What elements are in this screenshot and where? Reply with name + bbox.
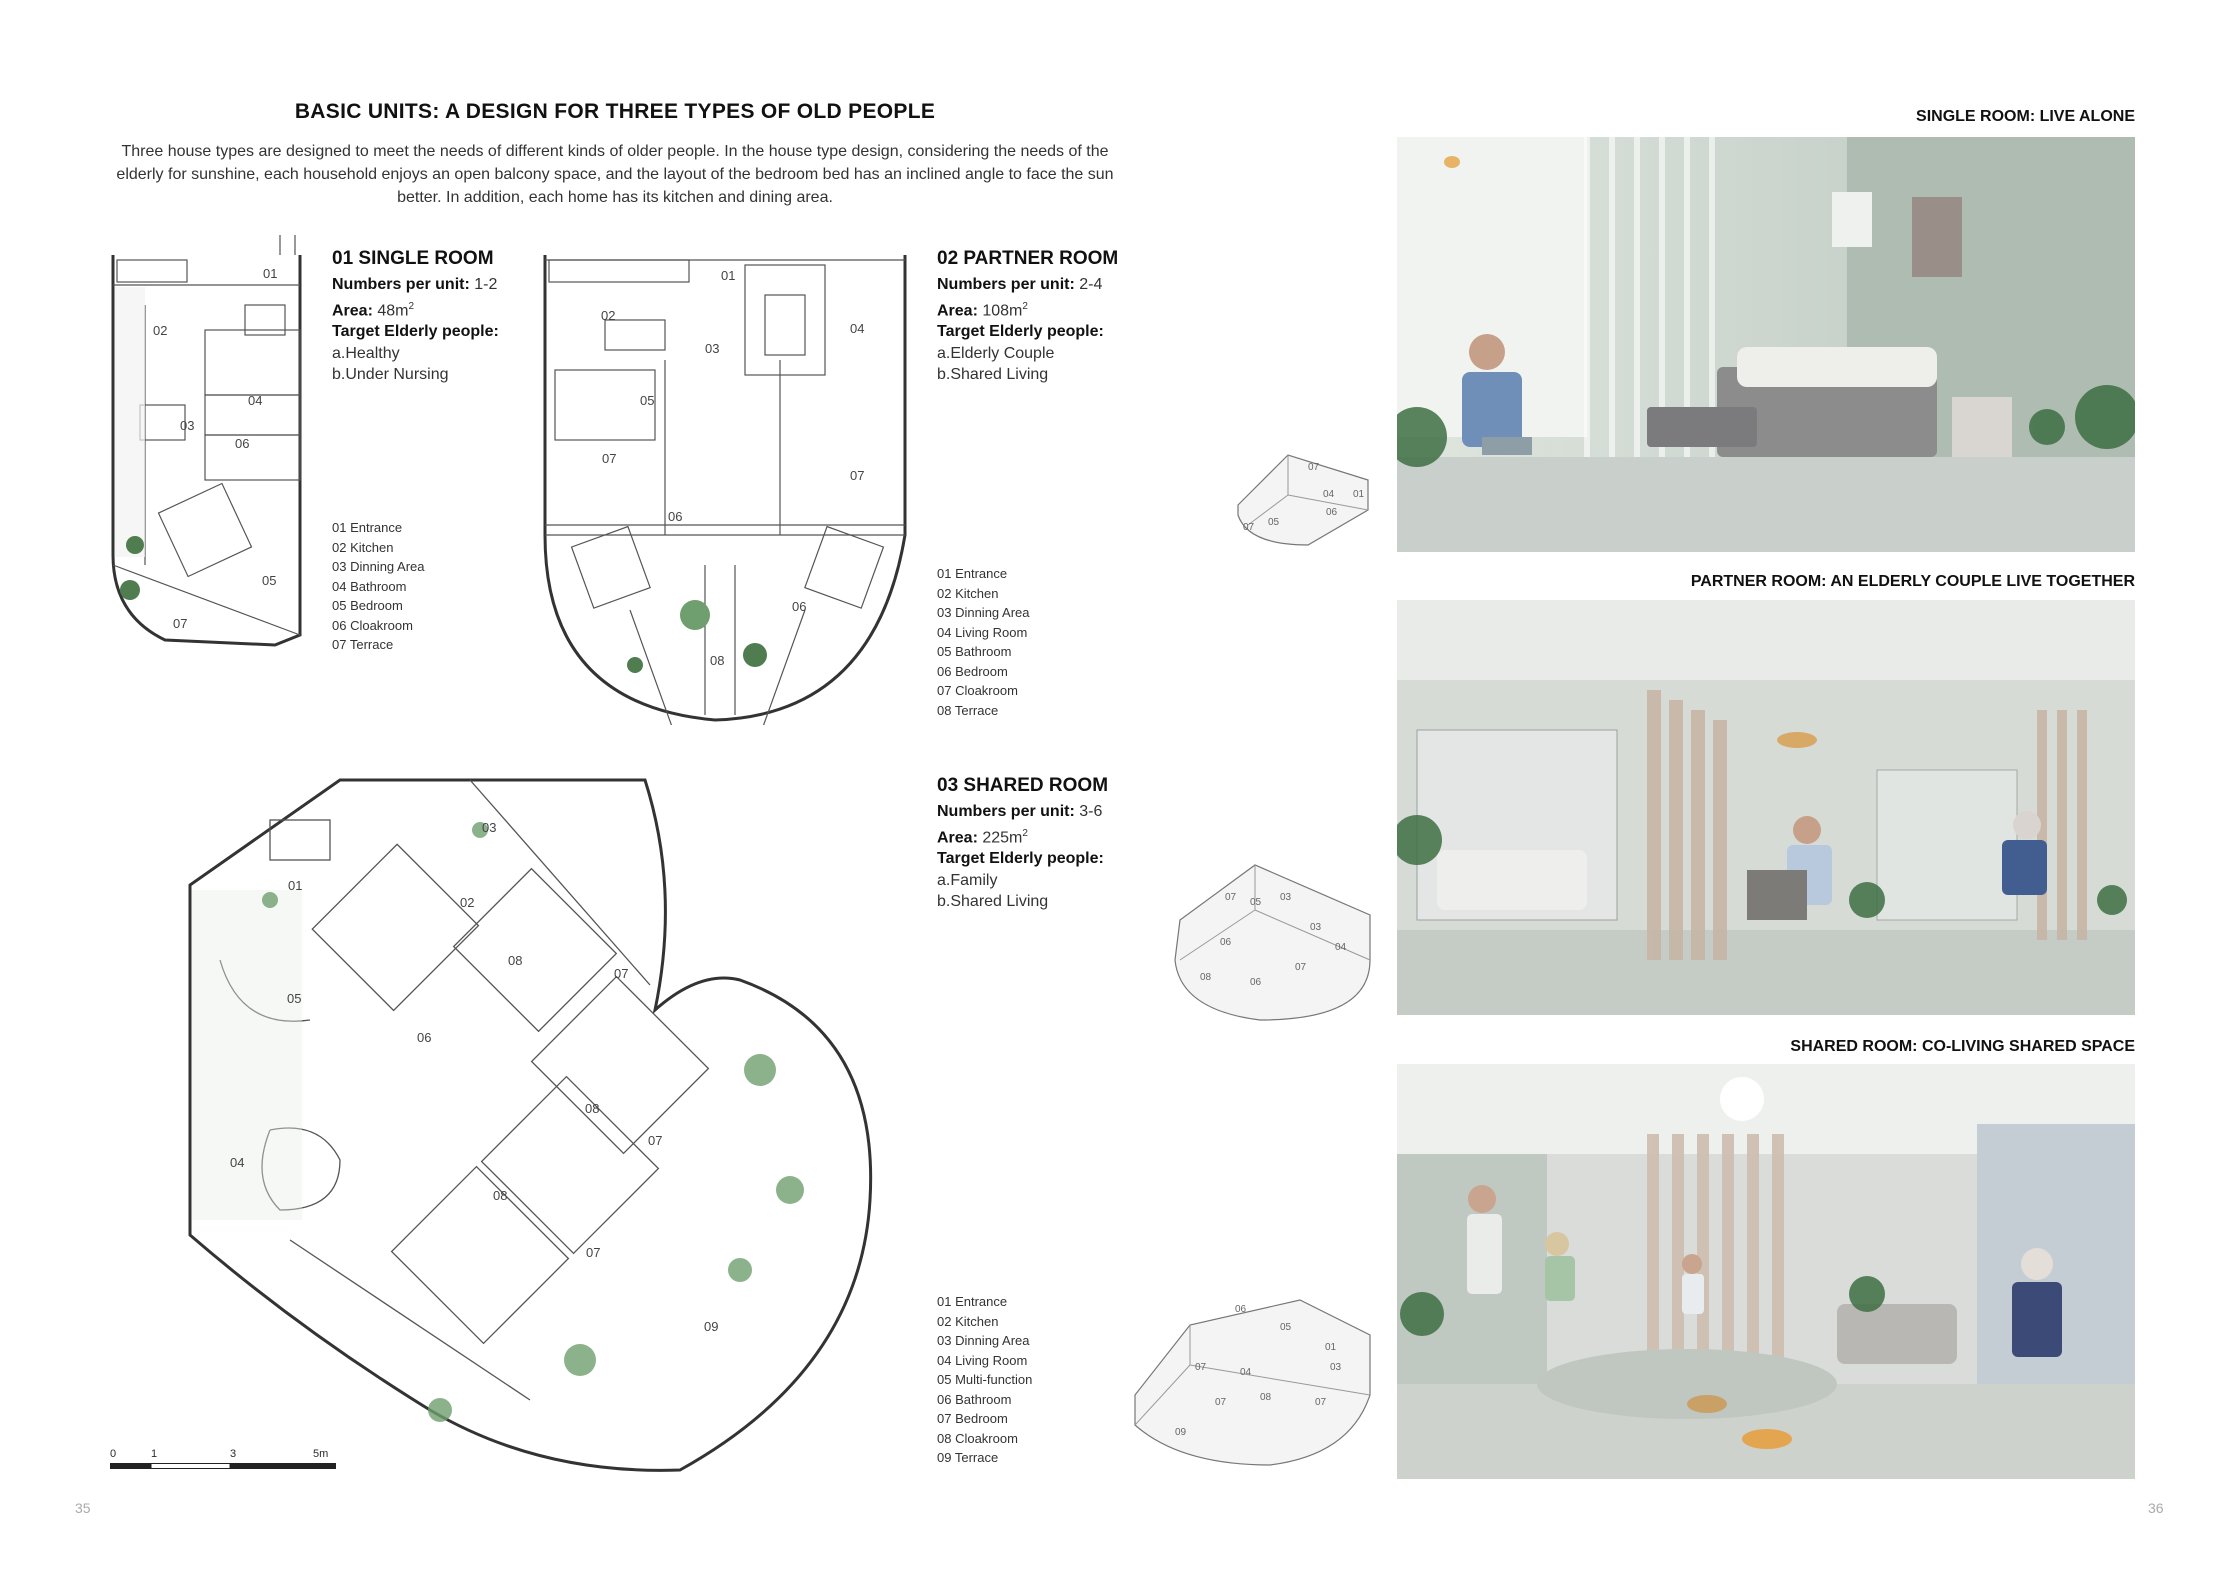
- target-item: a.Elderly Couple: [937, 344, 1055, 362]
- svg-text:04: 04: [1323, 489, 1335, 500]
- svg-text:03: 03: [1280, 892, 1292, 903]
- legend-item: 07 Terrace: [332, 637, 394, 652]
- target-item: b.Shared Living: [937, 366, 1049, 384]
- plan-label: 01: [288, 878, 303, 893]
- plan-label: 08: [508, 953, 523, 968]
- plan-label: 06: [792, 599, 807, 614]
- spec-label: Area:: [937, 828, 978, 846]
- legend-item: 02 Kitchen: [937, 1313, 999, 1329]
- unit-02-legend: [937, 564, 1030, 720]
- spec-label: Target Elderly people:: [937, 323, 1104, 341]
- target-item: b.Shared Living: [937, 893, 1049, 911]
- svg-text:08: 08: [1260, 1392, 1272, 1403]
- plan-label: 09: [704, 1319, 719, 1334]
- plan-label: 08: [710, 653, 725, 668]
- legend-item: 05 Bedroom: [332, 598, 403, 613]
- partner-room-rendering: [1397, 600, 2135, 1015]
- spec-value: 1-2: [469, 276, 498, 293]
- plan-label: 07: [648, 1133, 663, 1148]
- spec-label: Target Elderly people:: [332, 323, 499, 341]
- spec-label: Area:: [332, 301, 373, 319]
- legend-item: 03 Dinning Area: [937, 605, 1030, 620]
- unit-heading: 03 SHARED ROOM: [937, 775, 1109, 796]
- spec-value: 48m: [372, 301, 409, 319]
- unit-01-specs: [332, 248, 499, 386]
- area-superscript: 2: [1022, 827, 1028, 839]
- rendering-caption: PARTNER ROOM: AN ELDERLY COUPLE LIVE TOGETHER: [1690, 573, 2135, 590]
- single-room-axonometric: [1228, 435, 1378, 555]
- legend-item: 04 Bathroom: [332, 578, 407, 594]
- legend-item: 02 Kitchen: [332, 539, 394, 555]
- svg-text:05: 05: [1250, 897, 1262, 908]
- plan-label: 04: [850, 321, 865, 336]
- plan-label: 04: [230, 1155, 245, 1170]
- svg-text:01: 01: [1325, 1342, 1337, 1353]
- plan-label: 07: [586, 1245, 601, 1260]
- svg-text:01: 01: [1353, 489, 1365, 500]
- plan-label: 07: [850, 468, 865, 483]
- spec-label: Numbers per unit:: [937, 803, 1075, 820]
- spec-value: 3-6: [1074, 803, 1103, 820]
- unit-02-specs: [937, 248, 1118, 386]
- svg-text:04: 04: [1240, 1367, 1252, 1378]
- rendering-caption: SHARED ROOM: CO-LIVING SHARED SPACE: [1790, 1038, 2135, 1055]
- svg-text:05: 05: [1268, 517, 1280, 528]
- page-title: BASIC UNITS: A DESIGN FOR THREE TYPES OF OLD PEOPLE: [294, 100, 936, 123]
- legend-item: 08 Cloakroom: [937, 1430, 1018, 1446]
- legend-item: 01 Entrance: [332, 520, 403, 535]
- svg-text:07: 07: [1295, 962, 1307, 973]
- svg-text:08: 08: [1200, 972, 1212, 983]
- unit-heading: 02 PARTNER ROOM: [937, 248, 1119, 269]
- svg-text:07: 07: [1243, 522, 1255, 533]
- unit-01-legend: [332, 518, 425, 655]
- shared-room-rendering: [1397, 1064, 2135, 1479]
- plan-label: 07: [602, 451, 617, 466]
- target-item: a.Healthy: [332, 344, 400, 362]
- plan-label: 01: [721, 268, 736, 283]
- legend-item: 09 Terrace: [937, 1450, 999, 1465]
- plan-label: 06: [668, 509, 683, 524]
- legend-item: 01 Entrance: [937, 566, 1008, 581]
- shared-room-plan: [180, 770, 880, 1475]
- plan-label: 02: [601, 308, 616, 323]
- svg-text:04: 04: [1335, 942, 1347, 953]
- legend-item: 08 Terrace: [937, 702, 999, 718]
- plan-label: 06: [235, 436, 250, 451]
- plan-label: 05: [287, 991, 302, 1006]
- spec-label: Numbers per unit:: [332, 276, 470, 293]
- spec-value: 225m: [977, 828, 1023, 846]
- plan-label: 08: [493, 1188, 508, 1203]
- svg-text:07: 07: [1315, 1397, 1327, 1408]
- legend-item: 03 Dinning Area: [937, 1333, 1030, 1348]
- spec-label: Numbers per unit:: [937, 276, 1075, 293]
- plan-label: 06: [417, 1030, 432, 1045]
- svg-text:06: 06: [1250, 977, 1262, 988]
- legend-item: 04 Living Room: [937, 624, 1028, 640]
- plan-label: 01: [263, 266, 278, 281]
- partner-room-axonometric: [1170, 860, 1380, 1025]
- plan-label: 02: [153, 323, 168, 338]
- plan-label: 03: [482, 820, 497, 835]
- svg-text:07: 07: [1225, 892, 1237, 903]
- shared-room-illustration: [1397, 1064, 2135, 1479]
- legend-item: 06 Bathroom: [937, 1391, 1012, 1407]
- svg-text:07: 07: [1195, 1362, 1207, 1373]
- scale-bar: [105, 1448, 345, 1478]
- scale-tick-label: 1: [151, 1448, 158, 1460]
- svg-text:05: 05: [1280, 1322, 1292, 1333]
- legend-item: 04 Living Room: [937, 1352, 1028, 1368]
- plan-label: 03: [180, 418, 195, 433]
- intro-paragraph: Three house types are designed to meet the needs of different kinds of older people. In the house type design, considering the needs of the elderly for sunshine, each household enjoys an open balcony space, and the layout of the bedroom bed has an inclined angle to face the sun better. In addition, each home has its kitchen and dining area.: [116, 143, 1114, 206]
- spec-value: 2-4: [1074, 276, 1103, 293]
- single-room-plan: [105, 235, 320, 655]
- partner-room-illustration: [1397, 600, 2135, 1015]
- page-number-right: 36: [2148, 1500, 2164, 1516]
- page-number-left: 35: [75, 1500, 91, 1516]
- svg-text:07: 07: [1308, 462, 1320, 473]
- svg-text:06: 06: [1235, 1304, 1247, 1315]
- legend-item: 03 Dinning Area: [332, 559, 425, 574]
- unit-heading: 01 SINGLE ROOM: [332, 248, 494, 269]
- plan-label: 07: [173, 616, 188, 631]
- spec-value: 108m: [977, 301, 1023, 319]
- partner-room-plan: [535, 235, 915, 725]
- scale-tick-label: 5m: [313, 1448, 329, 1460]
- single-room-rendering: [1397, 137, 2135, 552]
- area-superscript: 2: [408, 300, 415, 312]
- svg-text:06: 06: [1326, 507, 1338, 518]
- target-item: b.Under Nursing: [332, 366, 449, 384]
- scale-tick-label: 3: [230, 1448, 237, 1460]
- spec-label: Target Elderly people:: [937, 850, 1104, 868]
- plan-label: 05: [262, 573, 277, 588]
- svg-text:03: 03: [1330, 1362, 1342, 1373]
- plan-label: 07: [614, 966, 629, 981]
- area-superscript: 2: [1022, 300, 1028, 312]
- svg-text:07: 07: [1215, 1397, 1227, 1408]
- legend-item: 05 Multi-function: [937, 1372, 1033, 1387]
- legend-item: 01 Entrance: [937, 1294, 1008, 1309]
- legend-item: 05 Bathroom: [937, 644, 1012, 659]
- legend-item: 06 Bedroom: [937, 663, 1008, 679]
- plan-label: 05: [640, 393, 655, 408]
- plan-label: 02: [460, 895, 475, 910]
- svg-text:09: 09: [1175, 1427, 1187, 1438]
- single-room-illustration: [1397, 137, 2135, 552]
- scale-tick-label: 0: [110, 1448, 117, 1460]
- shared-room-axonometric: [1120, 1295, 1380, 1475]
- unit-03-specs: [937, 775, 1108, 913]
- legend-item: 06 Cloakroom: [332, 617, 413, 633]
- plan-label: 08: [585, 1101, 600, 1116]
- target-item: a.Family: [937, 871, 998, 889]
- rendering-caption: SINGLE ROOM: LIVE ALONE: [1916, 108, 2135, 125]
- legend-item: 07 Bedroom: [937, 1411, 1008, 1426]
- plan-label: 03: [705, 341, 720, 356]
- scale-bar-graphic: [110, 1463, 336, 1469]
- legend-item: 02 Kitchen: [937, 585, 999, 601]
- plan-label: 04: [248, 393, 263, 408]
- unit-03-legend: [937, 1292, 1032, 1468]
- svg-text:03: 03: [1310, 922, 1322, 933]
- svg-text:06: 06: [1220, 937, 1232, 948]
- legend-item: 07 Cloakroom: [937, 683, 1018, 698]
- spec-label: Area:: [937, 301, 978, 319]
